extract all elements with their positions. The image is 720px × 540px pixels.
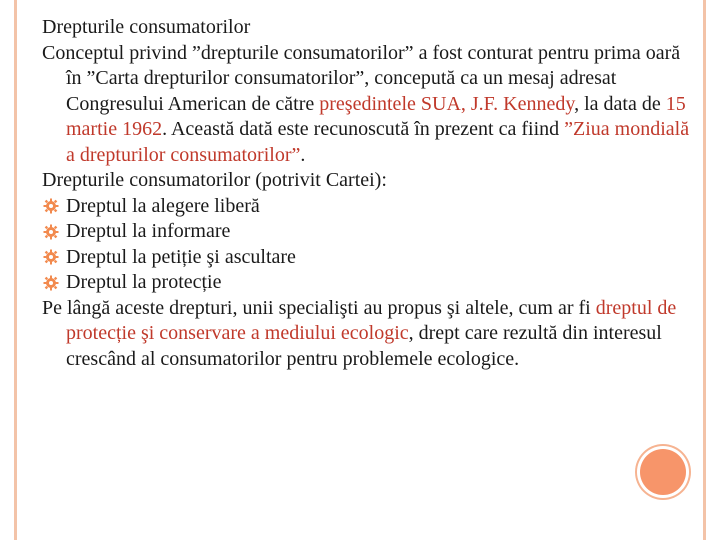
list-item (42, 194, 690, 220)
intro-highlight-date: 15 martie 1962 (66, 92, 686, 140)
intro-highlight-day: ”Ziua mondială a drepturilor consumatorilor” (66, 118, 690, 166)
gear-icon (43, 275, 59, 291)
closing-text-1: Pe lângă aceste drepturi, unii specialişti au propus şi altele, cum ar fi (42, 296, 596, 319)
list-item (42, 219, 690, 245)
closing-paragraph (42, 296, 690, 373)
decorative-circle (640, 449, 686, 495)
list-item-label: Dreptul la protecție (66, 271, 222, 293)
list-heading: Drepturile consumatorilor (potrivit Cartei): (42, 169, 387, 191)
intro-highlight-kennedy: preşedintele SUA, J.F. Kennedy (319, 92, 575, 115)
gear-icon (43, 224, 59, 240)
list-item (42, 270, 690, 296)
intro-text-1: Conceptul privind ”drepturile consumatorilor” a fost conturat pentru prima oară în ”Carta drepturilor consumatorilor”, concepută ca un mesaj adresat Congresului American de către (42, 41, 681, 115)
slide-frame-right (703, 0, 706, 540)
intro-text-3: . Această dată este recunoscută în prezent ca fiind (162, 118, 565, 140)
closing-highlight: dreptul de protecție şi conservare a mediului ecologic (66, 296, 677, 344)
gear-icon (43, 249, 59, 265)
gear-icon (43, 198, 59, 214)
closing-text-2: , drept care rezultă din interesul crescând al consumatorilor pentru problemele ecologice. (66, 322, 662, 370)
intro-text-2: , la data de (574, 92, 666, 115)
slide-content (42, 15, 690, 372)
list-item-label: Dreptul la alegere liberă (66, 194, 260, 217)
slide-frame-left (14, 0, 17, 540)
list-item-label: Dreptul la informare (66, 220, 231, 242)
intro-paragraph (42, 41, 690, 169)
list-item (42, 245, 690, 271)
slide-title: Drepturile consumatorilor (42, 16, 251, 38)
list-item-label: Dreptul la petiție şi ascultare (66, 245, 296, 268)
intro-text-4: . (300, 143, 306, 166)
